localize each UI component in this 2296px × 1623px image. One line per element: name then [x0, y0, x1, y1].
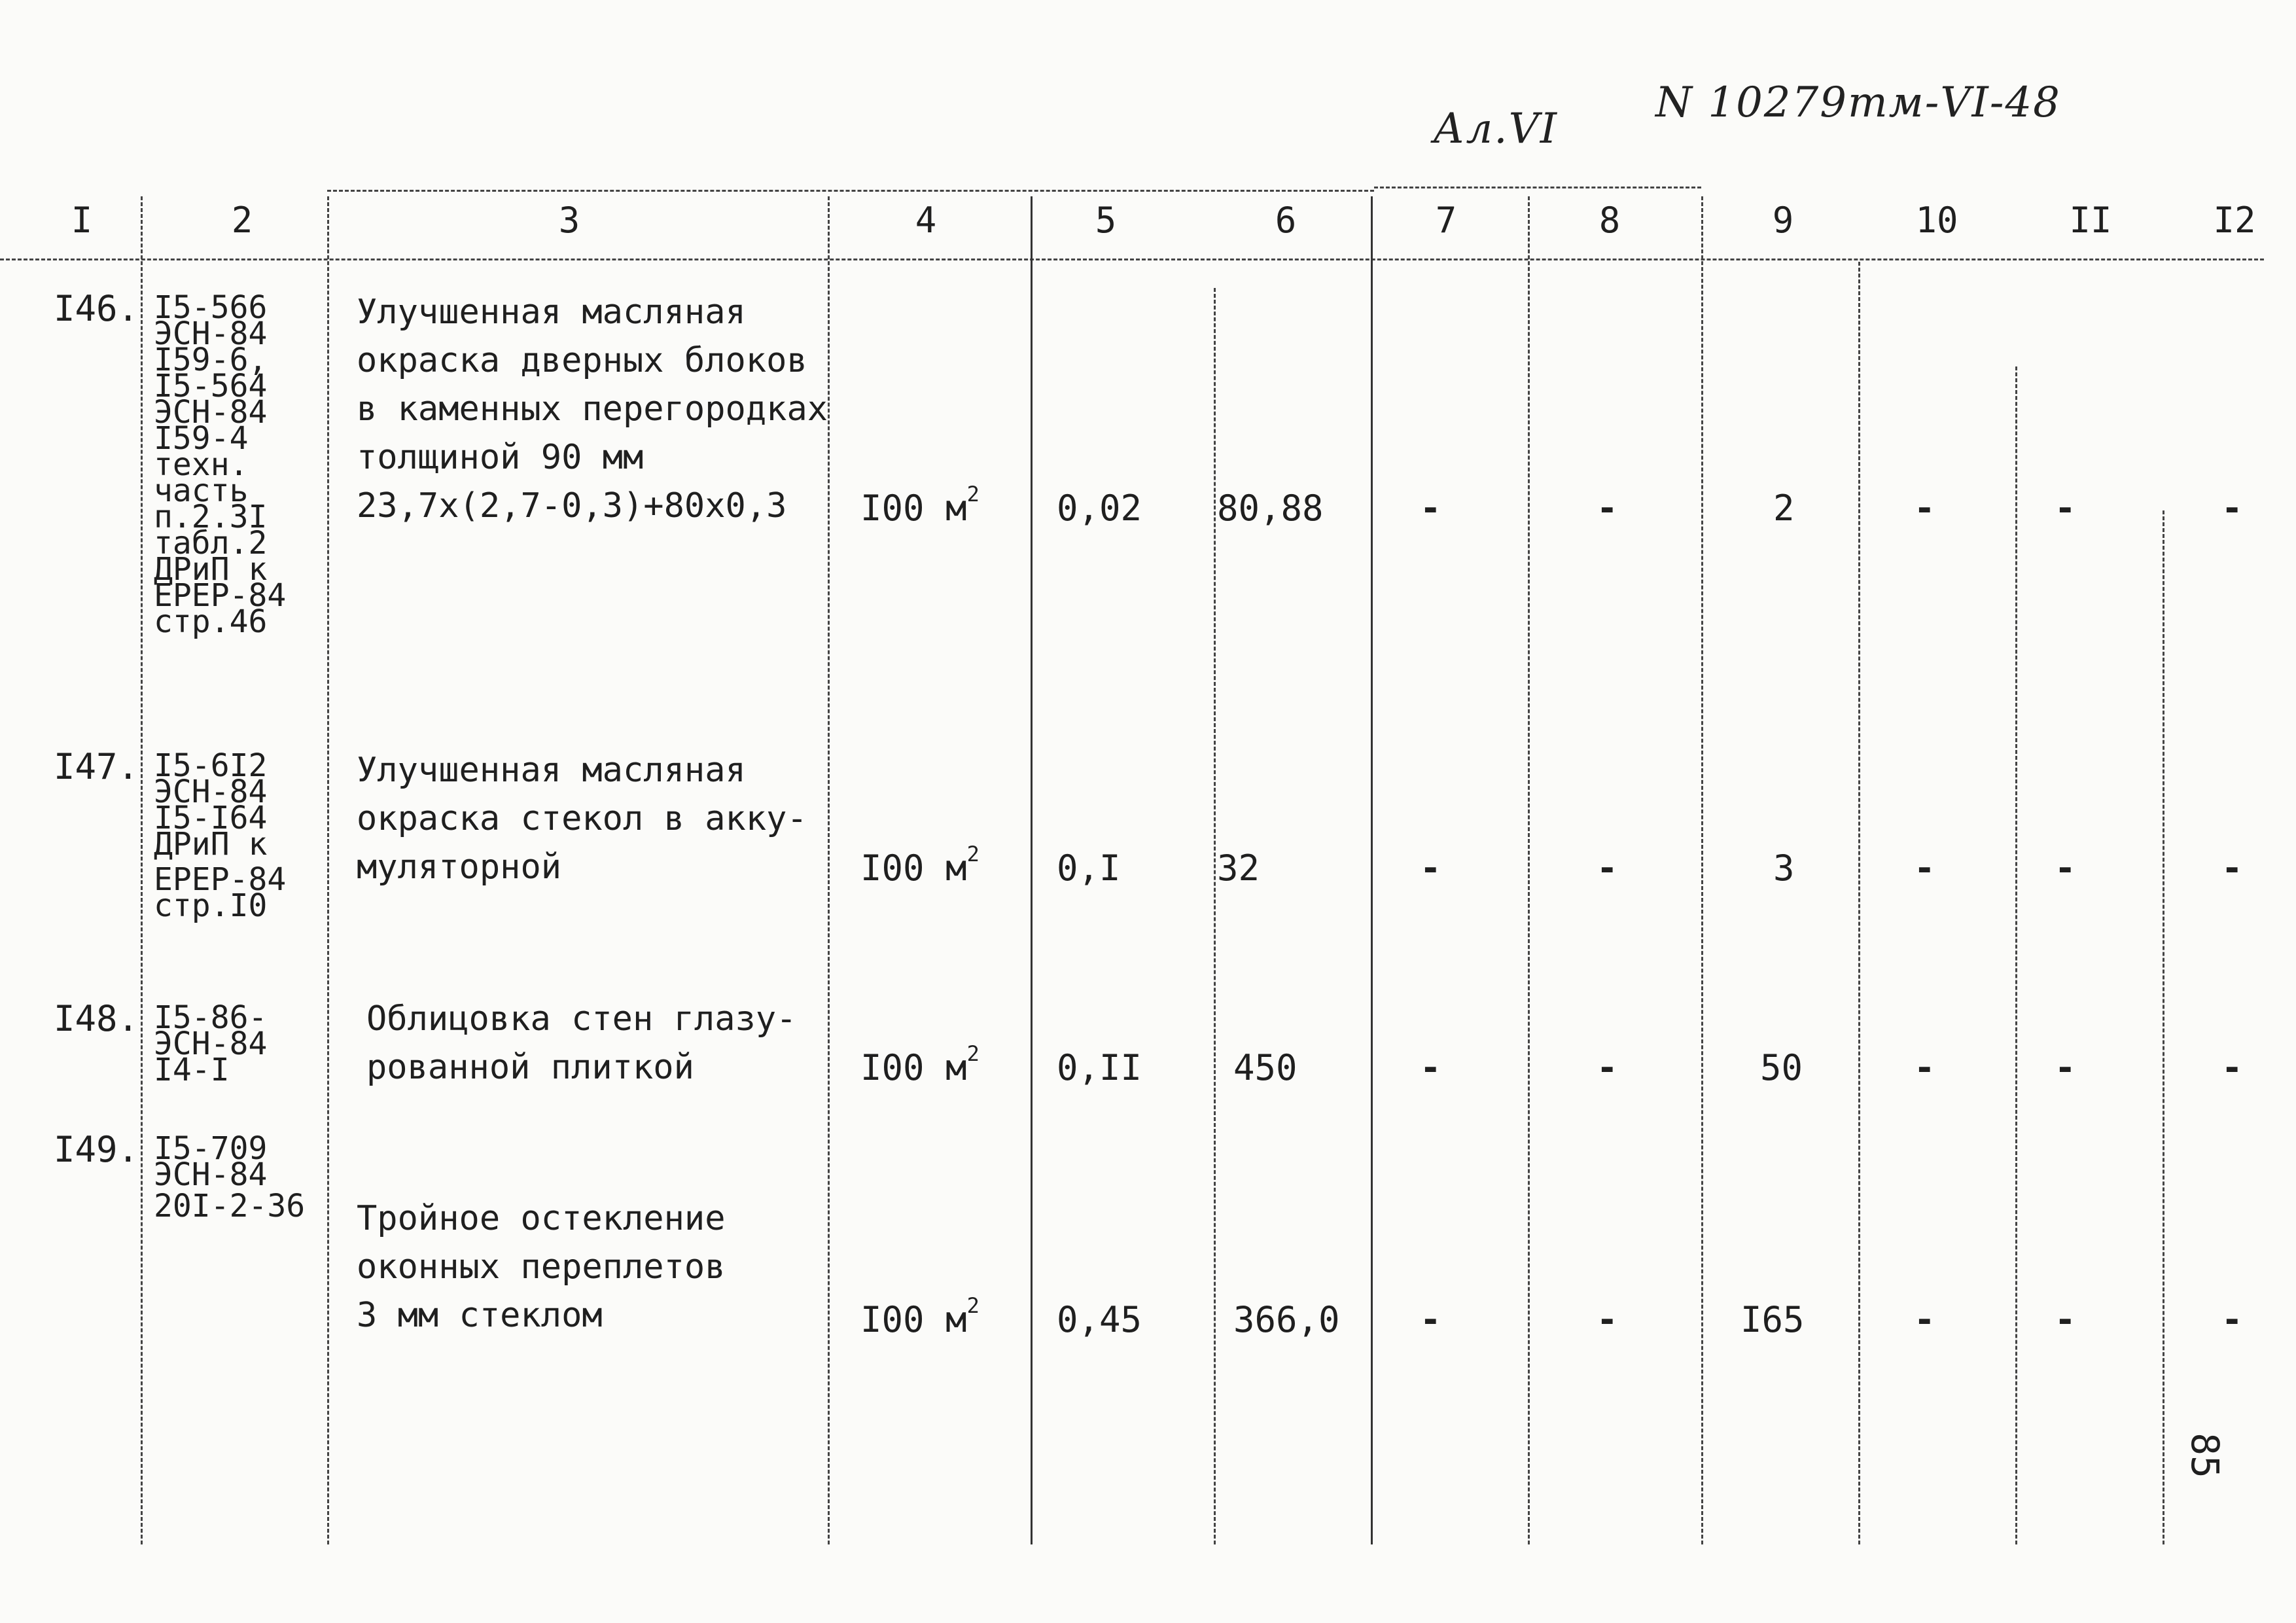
col-divider-5 [1214, 288, 1216, 1544]
col-header-6: 6 [1275, 200, 1297, 241]
col-divider-6 [1371, 196, 1373, 1544]
unit: I00 $м^2$ [860, 842, 980, 889]
col9-value: 2 [1773, 488, 1795, 529]
col-header-10: 10 [1915, 200, 1958, 241]
col-divider-7 [1528, 196, 1530, 1544]
col-header-5: 5 [1095, 200, 1117, 241]
unit: I00 $м^2$ [860, 1293, 980, 1340]
page-number: 85 [2182, 1433, 2227, 1478]
col-divider-8 [1701, 196, 1703, 1544]
col5-value: 0,45 [1057, 1299, 1142, 1340]
unit: I00 $м^2$ [860, 482, 980, 529]
header-top-rule [327, 190, 1374, 192]
work-description: Улучшенная масляная окраска дверных блоков в каменных перегородках толщиной 90 мм 23,7х(2,7-0,3)+80х0,3 [357, 293, 828, 526]
col7-value: - [1420, 488, 1441, 529]
row-number: I48. [54, 998, 139, 1039]
work-description: Улучшенная масляная окраска стекол в акку- муляторной [357, 751, 807, 887]
unit: I00 $м^2$ [860, 1041, 980, 1088]
col-header-11: II [2069, 200, 2112, 241]
col12-value: - [2221, 847, 2243, 889]
col-header-3: 3 [558, 200, 580, 241]
col7-value: - [1420, 1299, 1441, 1340]
norm-references: I5-566 ЭСН-84 I59-6, I5-564 ЭСН-84 I59-4 техн. часть п.2.3I табл.2 ДРиП к ЕРЕР-84 стр.46 [154, 289, 287, 640]
col8-value: - [1597, 1299, 1618, 1340]
col-divider-4 [1031, 196, 1033, 1544]
col-header-12: I2 [2213, 200, 2256, 241]
header-top-rule-right [1374, 187, 1701, 188]
col10-value: - [1914, 847, 1935, 889]
row-number: I46. [54, 288, 139, 329]
work-description: Облицовка стен глазу- рованной плиткой [366, 999, 797, 1087]
document-number: N 10279тм-VI-48 [1655, 79, 2061, 127]
row-number: I47. [54, 746, 139, 787]
col8-value: - [1597, 488, 1618, 529]
norm-references: I5-86- ЭСН-84 I4-I [154, 999, 268, 1088]
col12-value: - [2221, 1047, 2243, 1088]
sheet-mark: Ал.VI [1433, 105, 1559, 153]
col-divider-10 [2015, 366, 2017, 1544]
col6-value: 32 [1217, 847, 1260, 889]
col11-value: - [2055, 847, 2076, 889]
norm-references: I5-709 ЭСН-84 20I-2-36 [154, 1130, 306, 1224]
col8-value: - [1597, 847, 1618, 889]
col9-value: I65 [1740, 1299, 1805, 1340]
work-description: Тройное остекление оконных переплетов 3 мм стеклом [357, 1199, 726, 1335]
row-number: I49. [54, 1129, 139, 1170]
norm-references: I5-6I2 ЭСН-84 I5-I64 ДРиП к ЕРЕР-84 стр.I0 [154, 747, 287, 924]
col-header-8: 8 [1598, 200, 1621, 241]
col-divider-2 [327, 196, 329, 1544]
col10-value: - [1914, 488, 1935, 529]
col5-value: 0,02 [1057, 488, 1142, 529]
col-header-9: 9 [1772, 200, 1794, 241]
col6-value: 366,0 [1233, 1299, 1340, 1340]
col5-value: 0,II [1057, 1047, 1142, 1088]
col-divider-1 [141, 196, 143, 1544]
header-bottom-rule [0, 259, 2264, 260]
col-header-7: 7 [1435, 200, 1457, 241]
col-divider-9 [1858, 262, 1860, 1544]
col12-value: - [2221, 488, 2243, 529]
col11-value: - [2055, 1047, 2076, 1088]
col10-value: - [1914, 1047, 1935, 1088]
col8-value: - [1597, 1047, 1618, 1088]
col-divider-3 [828, 196, 830, 1544]
col6-value: 450 [1233, 1047, 1298, 1088]
col11-value: - [2055, 488, 2076, 529]
col12-value: - [2221, 1299, 2243, 1340]
col11-value: - [2055, 1299, 2076, 1340]
col7-value: - [1420, 847, 1441, 889]
col6-value: 80,88 [1217, 488, 1324, 529]
col-header-4: 4 [915, 200, 937, 241]
col9-value: 50 [1760, 1047, 1803, 1088]
col-divider-11 [2163, 510, 2164, 1544]
col9-value: 3 [1773, 847, 1795, 889]
col10-value: - [1914, 1299, 1935, 1340]
col-header-2: 2 [231, 200, 253, 241]
col5-value: 0,I [1057, 847, 1121, 889]
col7-value: - [1420, 1047, 1441, 1088]
col-header-1: I [71, 200, 93, 241]
